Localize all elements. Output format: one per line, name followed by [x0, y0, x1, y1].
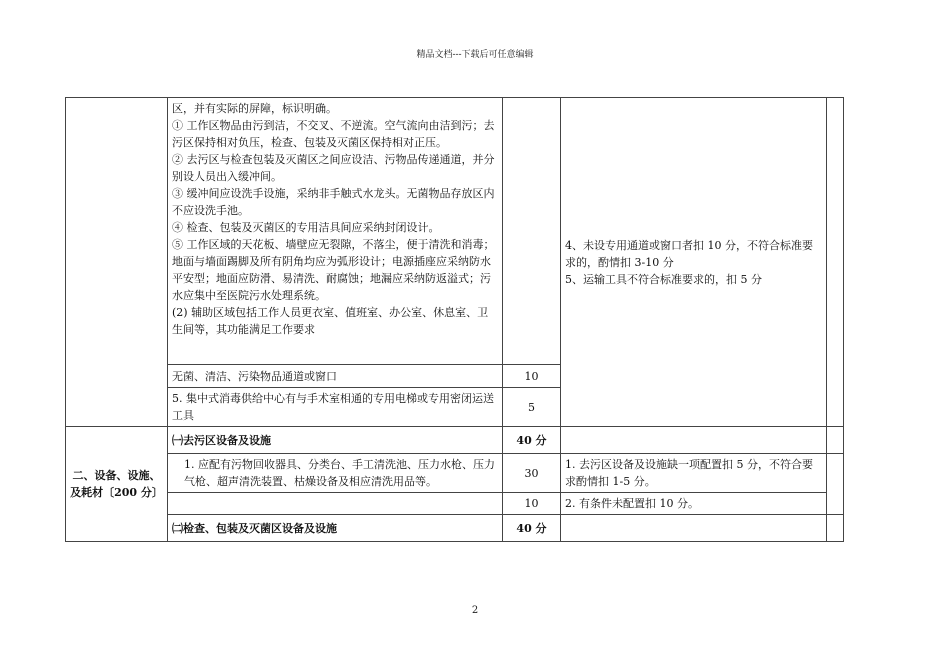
score-cell: 40 分 — [503, 427, 561, 454]
category-cell-empty — [66, 98, 168, 427]
requirement-line: ② 去污区与检查包装及灭菌区之间应设洁、污物品传递通道，并分别设人员出入缓冲间。 — [172, 153, 495, 183]
requirement-line: ④ 检查、包装及灭菌区的专用洁具间应采纳封闭设计。 — [172, 221, 440, 234]
deduction-line: 5、运输工具不符合标准要求的，扣 5 分 — [565, 272, 762, 286]
score-cell: 10 — [503, 365, 561, 388]
evaluation-table — [65, 97, 844, 542]
score-cell: 30 — [503, 454, 561, 493]
subsection-title: ㈠去污区设备及设施 — [168, 427, 503, 454]
table-row — [66, 98, 844, 365]
page-number: 2 — [471, 605, 479, 616]
table-row — [66, 515, 844, 542]
deduction-cell — [561, 98, 827, 427]
requirement-line: ③ 缓冲间应设洗手设施，采纳非手触式水龙头。无菌物品存放区内不应设洗手池。 — [172, 187, 495, 217]
page-header: 精品文档---下载后可任意编辑 — [416, 50, 534, 60]
requirement-line: 区，并有实际的屏障，标识明确。 — [172, 102, 337, 115]
remark-cell — [827, 427, 844, 454]
requirement-line: ① 工作区物品由污到洁，不交叉、不逆流。空气流向由洁到污；去污区保持相对负压，检查、包装及灭菌区保持相对正压。 — [172, 119, 495, 149]
requirement-cell — [168, 493, 503, 515]
requirement-line: (2) 辅助区域包括工作人员更衣室、值班室、办公室、休息室、卫生间等，其功能满足工作要求 — [172, 306, 489, 336]
section-title: 二、设备、设施、及耗材〔200 分〕 — [66, 427, 168, 542]
deduction-cell: 2. 有条件未配置扣 10 分。 — [561, 493, 827, 515]
score-cell: 10 — [503, 493, 561, 515]
remark-cell — [827, 515, 844, 542]
table-row — [66, 454, 844, 493]
deduction-cell-empty — [561, 427, 827, 454]
requirement-cell: 无菌、清洁、污染物品通道或窗口 — [168, 365, 503, 388]
requirement-line: ⑤ 工作区域的天花板、墙壁应无裂隙，不落尘，便于清洗和消毒；地面与墙面踢脚及所有阴角均应为弧形设计；电源插座应采纳防水平安型；地面应防滑、易清洗、耐腐蚀；地漏应采纳防返溢式；污水应集中至医院污水处理系统。 — [172, 238, 495, 302]
requirement-cell: 5. 集中式消毒供给中心有与手术室相通的专用电梯或专用密闭运送工具 — [168, 388, 503, 427]
table-row — [66, 493, 844, 515]
deduction-cell: 1. 去污区设备及设施缺一项配置扣 5 分，不符合要求酌情扣 1-5 分。 — [561, 454, 827, 493]
requirement-cell — [168, 98, 503, 365]
deduction-cell-empty — [561, 515, 827, 542]
table-row — [66, 427, 844, 454]
score-cell: 5 — [503, 388, 561, 427]
remark-cell — [827, 98, 844, 427]
score-cell-empty — [503, 98, 561, 365]
subsection-title: ㈡检查、包装及灭菌区设备及设施 — [168, 515, 503, 542]
requirement-cell: 1. 应配有污物回收器具、分类台、手工清洗池、压力水枪、压力气枪、超声清洗装置、枯燥设备及相应清洗用品等。 — [168, 454, 503, 493]
remark-cell — [827, 454, 844, 515]
deduction-line: 4、未设专用通道或窗口者扣 10 分，不符合标准要求的，酌情扣 3-10 分 — [565, 238, 813, 269]
score-cell: 40 分 — [503, 515, 561, 542]
